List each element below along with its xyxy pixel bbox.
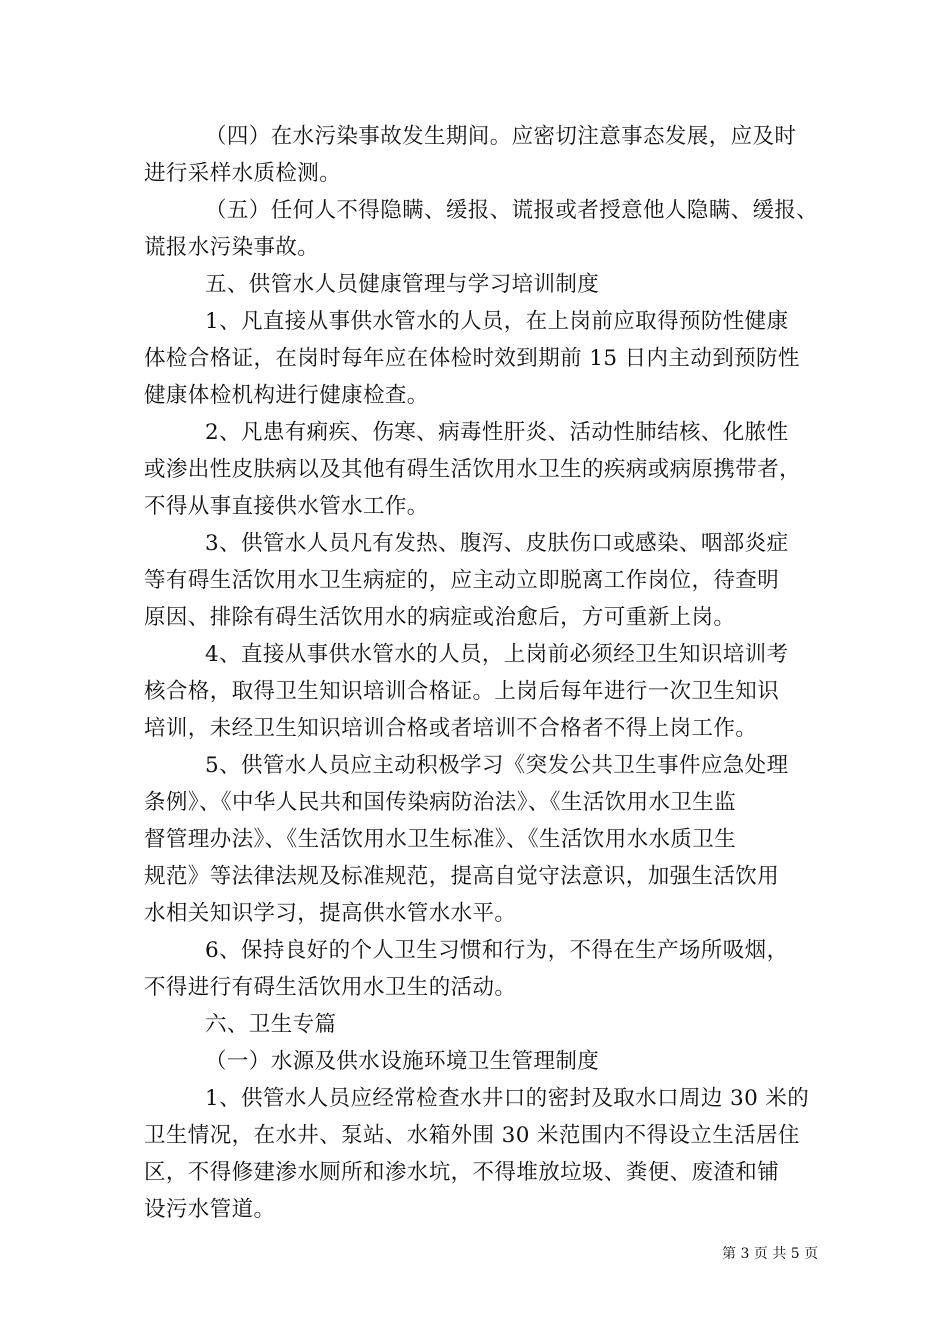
text-line: 健康体检机构进行健康检查。 [144, 383, 429, 408]
text-line: 6、保持良好的个人卫生习惯和行为，不得在生产场所吸烟， [205, 938, 789, 963]
text-line: （五）任何人不得隐瞒、缓报、谎报或者授意他人隐瞒、缓报、 [205, 198, 819, 223]
text-line: 区，不得修建渗水厕所和渗水坑，不得堆放垃圾、粪便、废渣和铺 [144, 1160, 780, 1185]
text-line: 设污水管道。 [144, 1197, 276, 1222]
text-line: 条例》、《中华人民共和国传染病防治法》、《生活饮用水卫生监 [144, 790, 737, 815]
subsection-heading: （一）水源及供水设施环境卫生管理制度 [205, 1049, 600, 1074]
text-line: 4、直接从事供水管水的人员，上岗前必须经卫生知识培训考 [205, 642, 789, 667]
text-line: 原因、排除有碍生活饮用水的病症或治愈后，方可重新上岗。 [144, 605, 736, 630]
text-line: 体检合格证，在岗时每年应在体检时效到期前 15 日内主动到预防性 [144, 346, 800, 371]
text-line: 核合格，取得卫生知识培训合格证。上岗后每年进行一次卫生知识 [144, 679, 780, 704]
text-line: 1、供管水人员应经常检查水井口的密封及取水口周边 30 米的 [205, 1086, 810, 1111]
text-line: 谎报水污染事故。 [144, 235, 320, 260]
text-line: 2、凡患有痢疾、伤寒、病毒性肝炎、活动性肺结核、化脓性 [205, 420, 789, 445]
text-line: 进行采样水质检测。 [144, 161, 342, 186]
text-line: 或渗出性皮肤病以及其他有碍生活饮用水卫生的疾病或病原携带者， [144, 457, 802, 482]
text-line: 等有碍生活饮用水卫生病症的，应主动立即脱离工作岗位，待查明 [144, 568, 780, 593]
section-heading: 五、供管水人员健康管理与学习培训制度 [205, 272, 600, 297]
text-line: 卫生情况，在水井、泵站、水箱外围 30 米范围内不得设立生活居住 [144, 1123, 800, 1148]
text-line: 规范》等法律法规及标准规范，提高自觉守法意识，加强生活饮用 [144, 864, 780, 889]
text-line: （四）在水污染事故发生期间。应密切注意事态发展，应及时 [205, 124, 797, 149]
text-line: 5、供管水人员应主动积极学习《突发公共卫生事件应急处理 [205, 753, 789, 778]
text-line: 3、供管水人员凡有发热、腹泻、皮肤伤口或感染、咽部炎症 [205, 531, 789, 556]
page-number: 第 3 页 共 5 页 [722, 1246, 819, 1262]
text-line: 1、凡直接从事供水管水的人员，在上岗前应取得预防性健康 [205, 309, 789, 334]
text-line: 水相关知识学习，提高供水管水水平。 [144, 901, 517, 926]
text-line: 培训，未经卫生知识培训合格或者培训不合格者不得上岗工作。 [144, 716, 758, 741]
section-heading: 六、卫生专篇 [205, 1012, 337, 1037]
text-line: 督管理办法》、《生活饮用水卫生标准》、《生活饮用水水质卫生 [144, 827, 737, 852]
text-line: 不得进行有碍生活饮用水卫生的活动。 [144, 975, 517, 1000]
text-line: 不得从事直接供水管水工作。 [144, 494, 429, 519]
